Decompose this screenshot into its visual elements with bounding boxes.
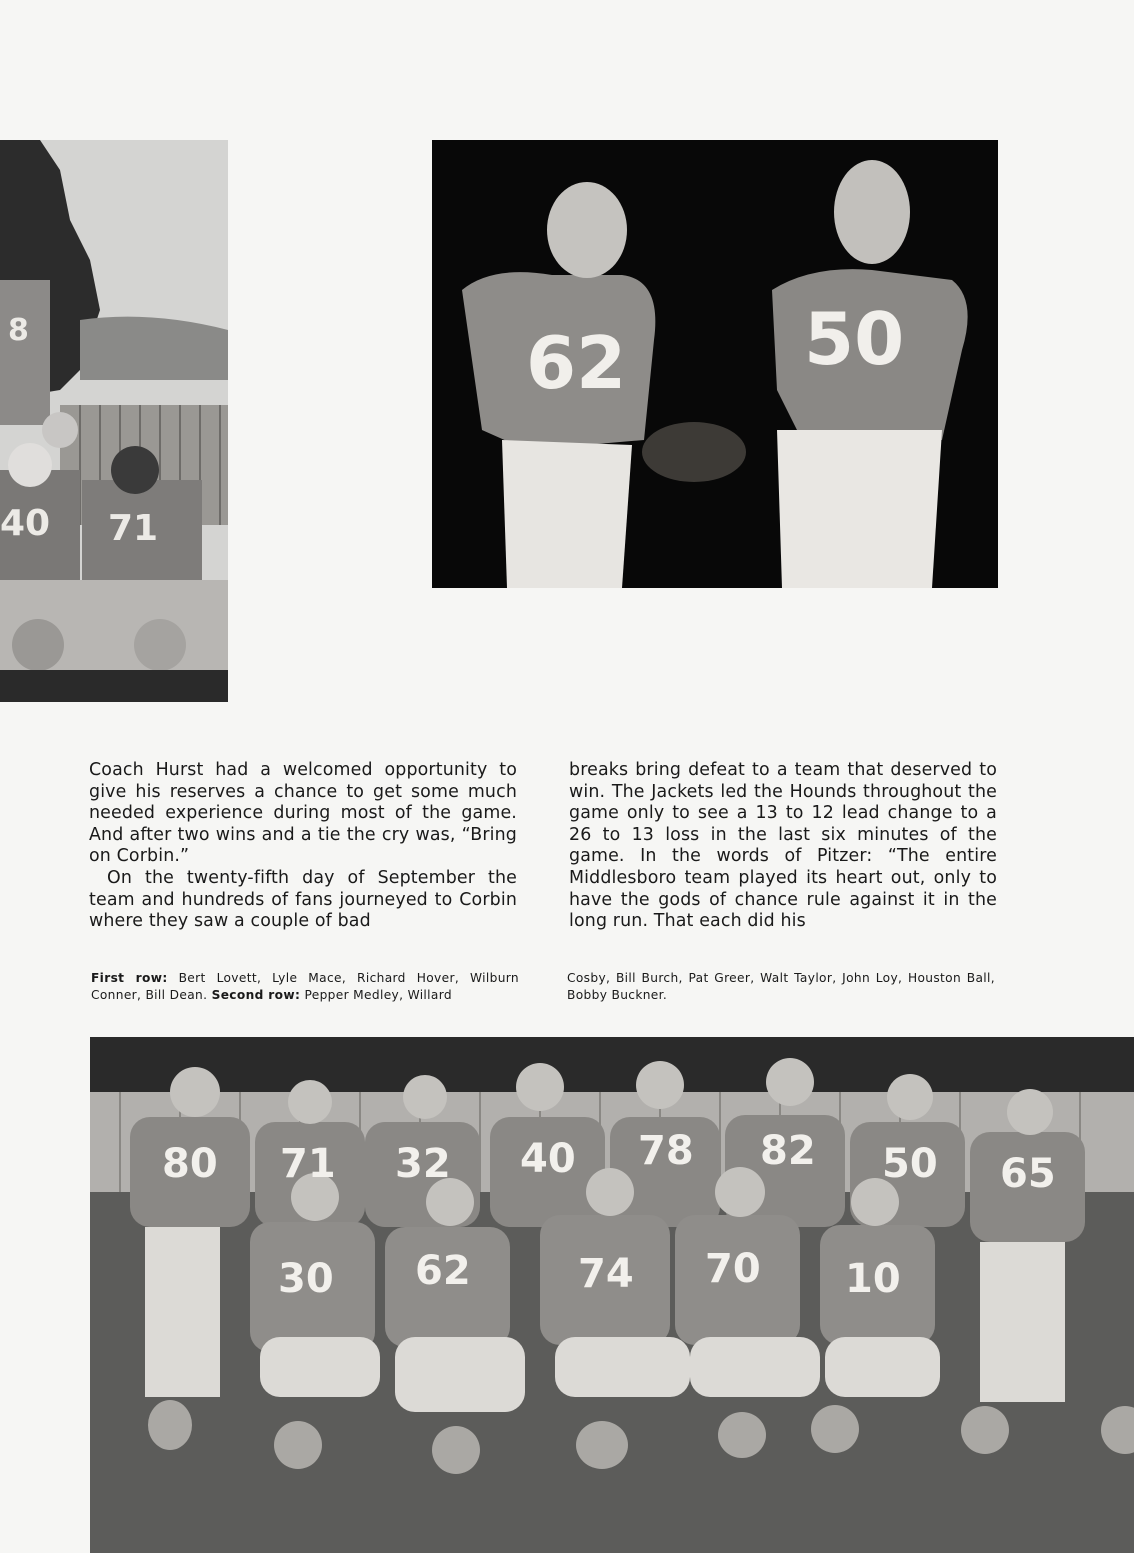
photo-caption-left	[91, 970, 519, 1003]
jersey-number: 50	[882, 1141, 938, 1187]
article-paragraph: Coach Hurst had a welcomed opportunity to give his reserves a chance to get some much needed experience during most of the game. And after two wins and a tie the cry was, “Bring on Corbin.”	[89, 760, 517, 867]
jersey-number: 71	[108, 508, 159, 549]
jersey-number: 78	[638, 1128, 694, 1174]
caption-names: Cosby, Bill Burch, Pat Greer, Walt Taylor, John Loy, Houston Ball, Bobby Buckner.	[567, 971, 995, 1002]
caption-row-label: Second row:	[211, 987, 301, 1002]
article-paragraph: breaks bring defeat to a team that deserved to win. The Jackets led the Hounds throughout the game only to see a 13 to 12 lead change to a 26 to 13 loss in the last six minutes of the game. In the words of Pitzer: “The entire Middlesboro team played its heart out, only to have the gods of chance rule against it in the long run. That each did his	[569, 760, 997, 932]
jersey-number: 82	[760, 1128, 816, 1174]
team-photo	[90, 1037, 1134, 1553]
jersey-number: 71	[280, 1141, 336, 1187]
article-column-left	[89, 760, 517, 933]
jersey-number: 40	[520, 1136, 576, 1182]
jersey-number: 10	[845, 1256, 901, 1302]
caption-row-label: First row:	[91, 971, 168, 985]
photo-caption-right	[567, 970, 995, 1003]
jersey-number: 62	[526, 321, 627, 405]
jersey-number: 62	[415, 1248, 471, 1294]
jersey-number: 30	[278, 1256, 334, 1302]
jersey-number: 70	[705, 1246, 761, 1292]
jersey-number: 8	[8, 313, 29, 348]
partial-team-photo	[0, 140, 228, 702]
players-with-football-photo	[432, 140, 998, 588]
jersey-number: 74	[578, 1251, 634, 1297]
caption-names: Bert Lovett, Lyle Mace, Richard Hover, Wilburn Conner, Bill Dean.	[91, 971, 519, 1002]
article-column-right	[569, 760, 997, 933]
jersey-number: 65	[1000, 1151, 1056, 1197]
jersey-number: 50	[804, 297, 905, 381]
article-paragraph: On the twenty-fifth day of September the team and hundreds of fans journeyed to Corbin where they saw a couple of bad	[89, 867, 517, 932]
jersey-number: 80	[162, 1141, 218, 1187]
caption-names: Pepper Medley, Willard	[304, 987, 452, 1002]
jersey-number: 40	[0, 503, 51, 544]
jersey-number: 32	[395, 1141, 451, 1187]
